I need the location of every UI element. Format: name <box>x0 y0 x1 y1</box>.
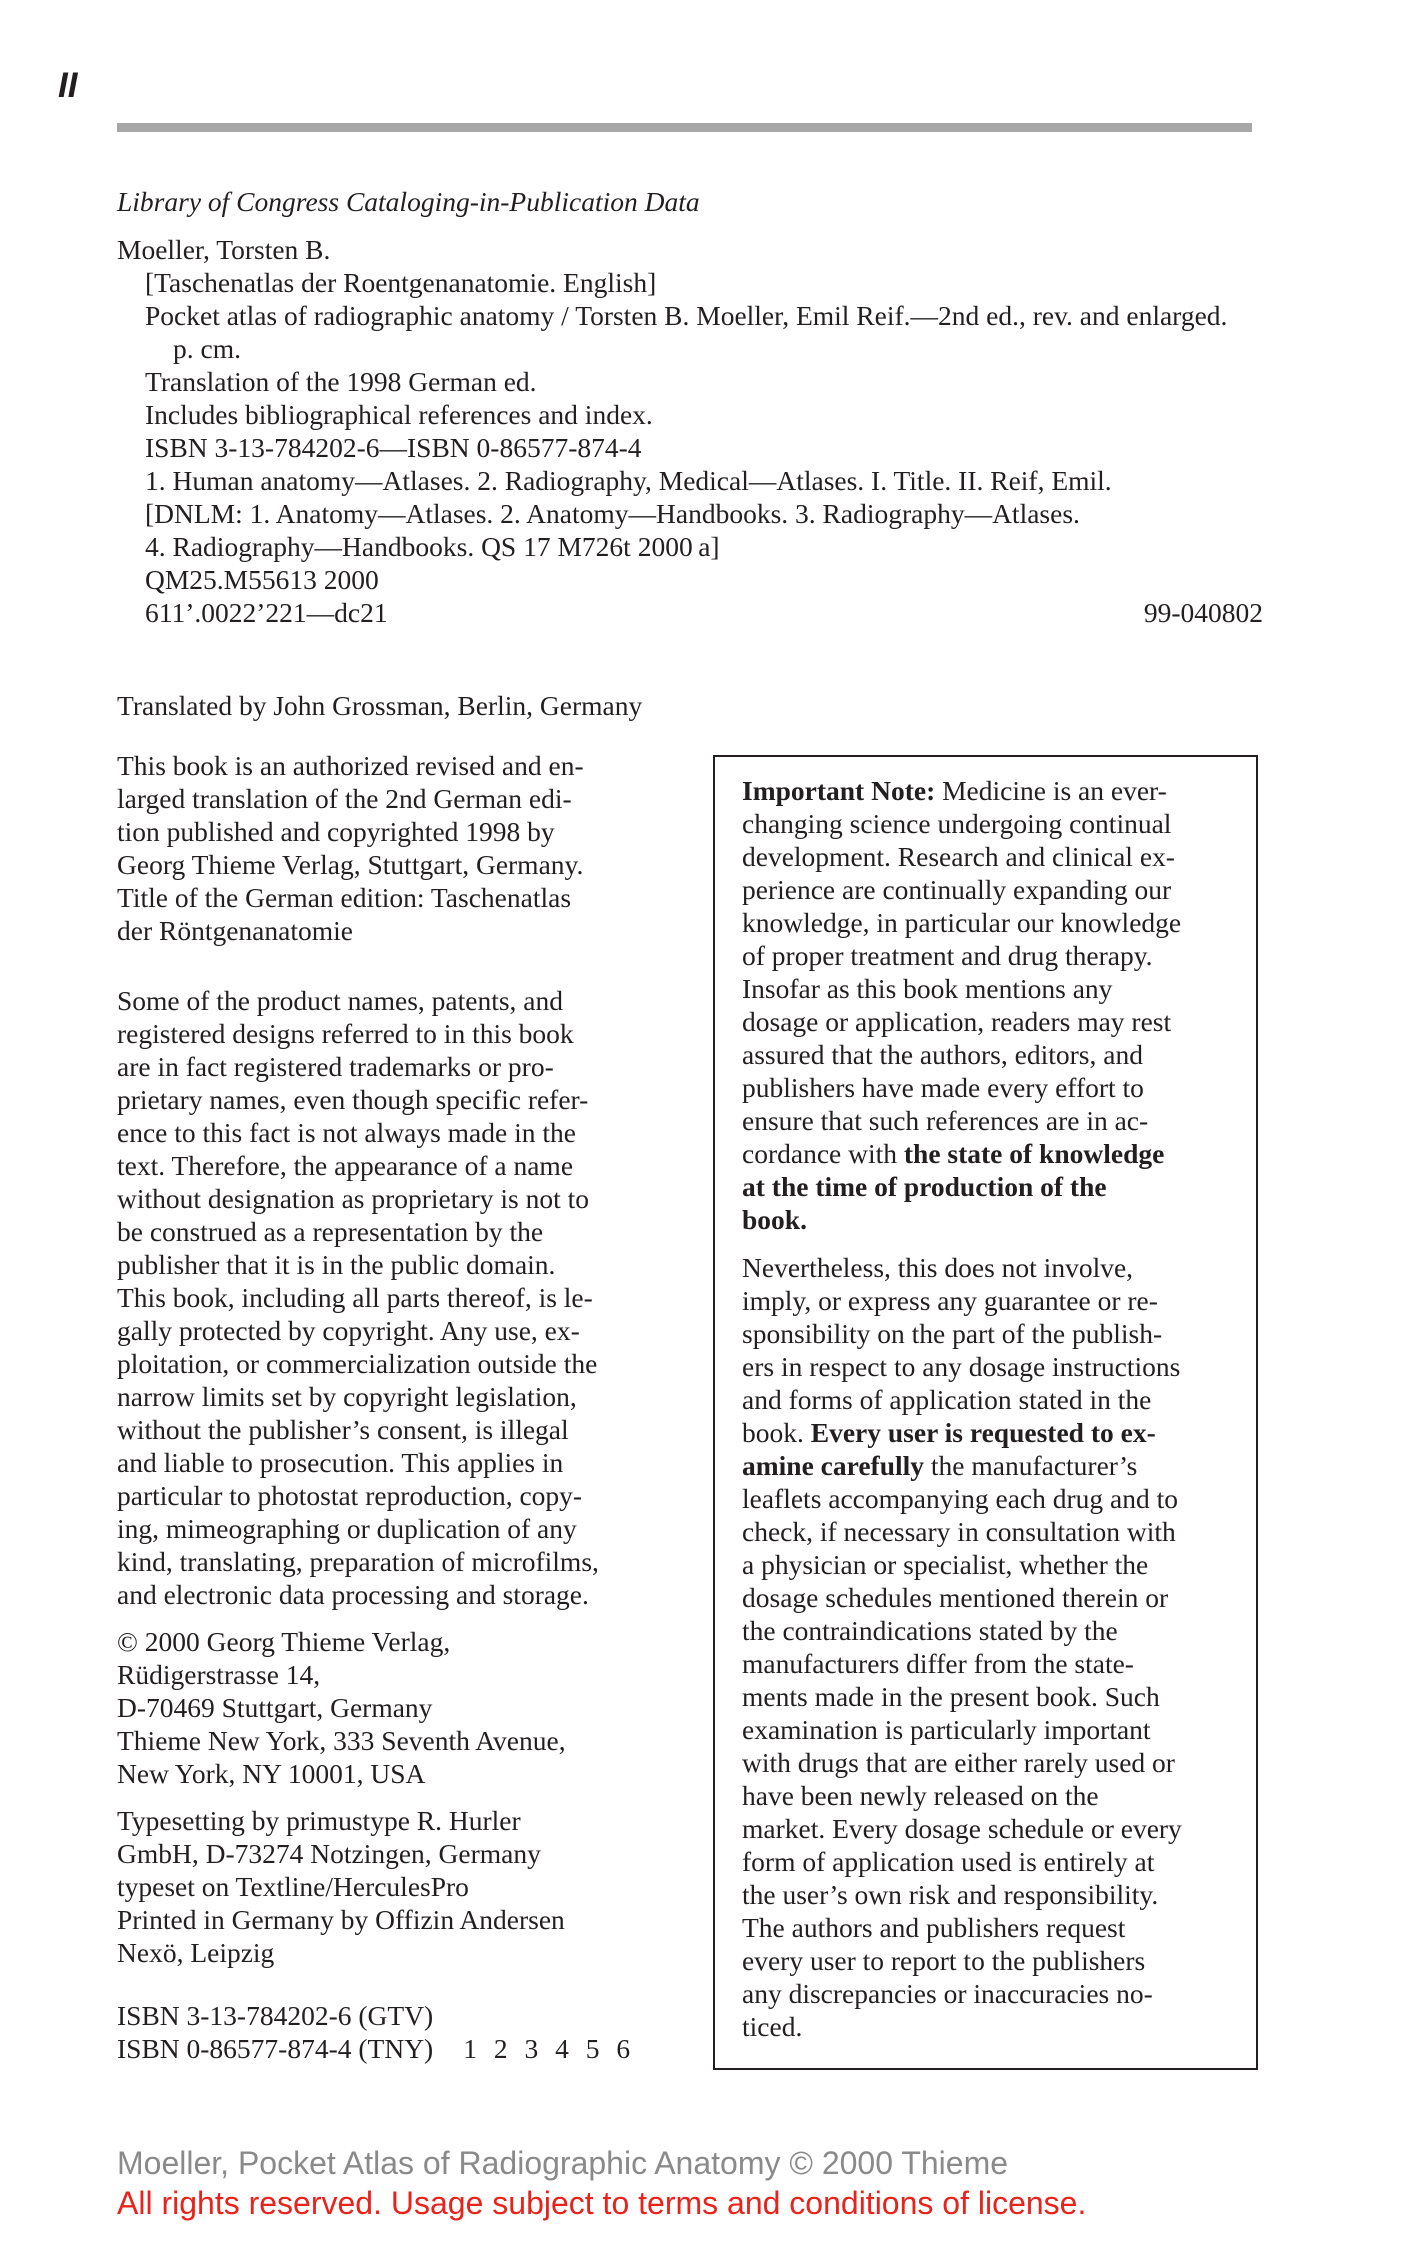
printing-numbers: 1 2 3 4 5 6 <box>463 2033 631 2064</box>
text-line: Title of the German edition: Taschenatlas <box>117 882 572 913</box>
cip-note-translation: Translation of the 1998 German ed. <box>145 366 537 397</box>
note-line: perience are continually expanding our <box>742 874 1172 905</box>
note-line <box>742 1137 1242 1170</box>
cip-dnlm-1: [DNLM: 1. Anatomy—Atlases. 2. Anatomy—Handbooks. 3. Radiography—Atlases. <box>145 498 1080 529</box>
text-line: be construed as a representation by the <box>117 1216 544 1247</box>
note-line <box>742 1416 1242 1449</box>
note-line: ers in respect to any dosage instructions <box>742 1351 1181 1382</box>
text-line: GmbH, D-73274 Notzingen, Germany <box>117 1838 541 1869</box>
text-line: typeset on Textline/HerculesPro <box>117 1871 469 1902</box>
note-line: of proper treatment and drug therapy. <box>742 940 1153 971</box>
note-line: imply, or express any guarantee or re- <box>742 1285 1158 1316</box>
note-line: Insofar as this book mentions any <box>742 973 1113 1004</box>
text-line: ing, mimeographing or duplication of any <box>117 1513 577 1544</box>
text-line: © 2000 Georg Thieme Verlag, <box>117 1626 451 1657</box>
text-line: Printed in Germany by Offizin Andersen <box>117 1904 565 1935</box>
note-line: sponsibility on the part of the publish- <box>742 1318 1163 1349</box>
note-bold-text: the state of knowledge <box>903 1138 1165 1169</box>
text-line: prietary names, even though specific refer- <box>117 1084 589 1115</box>
important-note-text <box>742 774 1242 2043</box>
note-line <box>742 774 1242 807</box>
text-line: larged translation of the 2nd German edi- <box>117 783 572 814</box>
translated-by: Translated by John Grossman, Berlin, Germany <box>117 690 643 721</box>
header-rule <box>117 123 1252 132</box>
isbn-tny: ISBN 0-86577-874-4 (TNY) <box>117 2033 434 2064</box>
cip-note-biblio: Includes bibliographical references and index. <box>145 399 653 430</box>
note-line: any discrepancies or inaccuracies no- <box>742 1978 1153 2009</box>
text-line: Thieme New York, 333 Seventh Avenue, <box>117 1725 566 1756</box>
note-line <box>742 1170 1242 1203</box>
note-line <box>742 1203 1242 1236</box>
note-text: the manufacturer’s <box>924 1450 1138 1481</box>
note-line: the user’s own risk and responsibility. <box>742 1879 1159 1910</box>
note-line <box>742 1449 1242 1482</box>
note-line: ments made in the present book. Such <box>742 1681 1160 1712</box>
text-line: Nexö, Leipzig <box>117 1937 275 1968</box>
text-line: gally protected by copyright. Any use, ex- <box>117 1315 580 1346</box>
cip-classification-row <box>117 596 1263 629</box>
note-bold-text: amine carefully <box>742 1450 925 1481</box>
cip-isbns: ISBN 3-13-784202-6—ISBN 0-86577-874-4 <box>145 432 642 463</box>
note-line: assured that the authors, editors, and <box>742 1039 1143 1070</box>
note-line: have been newly released on the <box>742 1780 1099 1811</box>
text-line: This book is an authorized revised and en- <box>117 750 584 781</box>
note-bold-text: at the time of production of the <box>742 1171 1107 1202</box>
note-line: dosage schedules mentioned therein or <box>742 1582 1169 1613</box>
note-line: Nevertheless, this does not involve, <box>742 1252 1134 1283</box>
text-line: narrow limits set by copyright legislation, <box>117 1381 577 1412</box>
note-line: market. Every dosage schedule or every <box>742 1813 1182 1844</box>
typesetting-block <box>117 1804 677 1969</box>
text-line: particular to photostat reproduction, copy- <box>117 1480 583 1511</box>
page-number: II <box>58 66 78 105</box>
text-line: ence to this fact is not always made in the <box>117 1117 576 1148</box>
note-line: development. Research and clinical ex- <box>742 841 1175 872</box>
note-line: check, if necessary in consultation with <box>742 1516 1176 1547</box>
note-line: examination is particularly important <box>742 1714 1151 1745</box>
trademark-paragraph <box>117 984 677 1611</box>
note-line: manufacturers differ from the state- <box>742 1648 1134 1679</box>
text-line: are in fact registered trademarks or pro- <box>117 1051 554 1082</box>
copyright-block <box>117 1625 677 1790</box>
cip-uniform-title: [Taschenatlas der Roentgenanatomie. English] <box>145 267 657 298</box>
note-line: and forms of application stated in the <box>742 1384 1152 1415</box>
note-line: the contraindications stated by the <box>742 1615 1118 1646</box>
footer-license-notice: All rights reserved. Usage subject to terms and conditions of license. <box>117 2185 1087 2221</box>
cip-title-line: Pocket atlas of radiographic anatomy / Torsten B. Moeller, Emil Reif.—2nd ed., rev. and enlarged. <box>145 300 1228 331</box>
text-line: ploitation, or commercialization outside the <box>117 1348 598 1379</box>
cip-dnlm-2: 4. Radiography—Handbooks. QS 17 M726t 2000 a] <box>145 531 720 562</box>
text-line: D-70469 Stuttgart, Germany <box>117 1692 433 1723</box>
note-line: ensure that such references are in ac- <box>742 1105 1149 1136</box>
note-line: changing science undergoing continual <box>742 808 1172 839</box>
left-column <box>117 749 677 2065</box>
note-line: a physician or specialist, whether the <box>742 1549 1149 1580</box>
isbn-tny-row <box>117 2032 677 2065</box>
text-line: New York, NY 10001, USA <box>117 1758 426 1789</box>
note-bold-text: book. <box>742 1204 807 1235</box>
text-line: and electronic data processing and storage. <box>117 1579 589 1610</box>
text-line: without designation as proprietary is not to <box>117 1183 590 1214</box>
note-text: cordance with <box>742 1138 904 1169</box>
cip-lccn: 99-040802 <box>1143 597 1263 628</box>
text-line: kind, translating, preparation of microfilms, <box>117 1546 599 1577</box>
note-line: leaflets accompanying each drug and to <box>742 1483 1178 1514</box>
text-line: publisher that it is in the public domain. <box>117 1249 556 1280</box>
text-line: Typesetting by primustype R. Hurler <box>117 1805 521 1836</box>
text-line: Rüdigerstrasse 14, <box>117 1659 321 1690</box>
note-bold-text: Every user is requested to ex- <box>810 1417 1156 1448</box>
note-text: book. <box>742 1417 811 1448</box>
text-line: registered designs referred to in this book <box>117 1018 574 1049</box>
note-line: form of application used is entirely at <box>742 1846 1155 1877</box>
text-line: This book, including all parts thereof, is le- <box>117 1282 593 1313</box>
text-line: Some of the product names, patents, and <box>117 985 564 1016</box>
note-line: knowledge, in particular our knowledge <box>742 907 1182 938</box>
text-line: Georg Thieme Verlag, Stuttgart, Germany. <box>117 849 584 880</box>
text-line: text. Therefore, the appearance of a name <box>117 1150 574 1181</box>
cip-dewey: 611’.0022’221—dc21 <box>145 597 388 628</box>
note-line: publishers have made every effort to <box>742 1072 1144 1103</box>
cip-author: Moeller, Torsten B. <box>117 234 331 265</box>
note-line: dosage or application, readers may rest <box>742 1006 1172 1037</box>
text-line: and liable to prosecution. This applies in <box>117 1447 564 1478</box>
cip-pagination: p. cm. <box>173 333 241 364</box>
cip-heading: Library of Congress Cataloging-in-Publication Data <box>117 186 700 217</box>
note-line: every user to report to the publishers <box>742 1945 1146 1976</box>
cip-lc-call: QM25.M55613 2000 <box>145 564 379 595</box>
isbn-gtv: ISBN 3-13-784202-6 (GTV) <box>117 2000 434 2031</box>
text-line: der Röntgenanatomie <box>117 915 353 946</box>
note-line: ticed. <box>742 2011 803 2042</box>
note-line: with drugs that are either rarely used or <box>742 1747 1175 1778</box>
note-text: Medicine is an ever- <box>935 775 1167 806</box>
cip-block <box>117 233 1263 629</box>
cip-subjects: 1. Human anatomy—Atlases. 2. Radiography, Medical—Atlases. I. Title. II. Reif, Emil. <box>145 465 1112 496</box>
text-line: tion published and copyrighted 1998 by <box>117 816 555 847</box>
note-label: Important Note: <box>742 775 936 806</box>
text-line: without the publisher’s consent, is illegal <box>117 1414 569 1445</box>
isbn-block <box>117 1999 677 2065</box>
authorized-translation-paragraph <box>117 749 677 947</box>
footer-copyright: Moeller, Pocket Atlas of Radiographic Anatomy © 2000 Thieme <box>117 2145 1009 2181</box>
note-line: The authors and publishers request <box>742 1912 1126 1943</box>
